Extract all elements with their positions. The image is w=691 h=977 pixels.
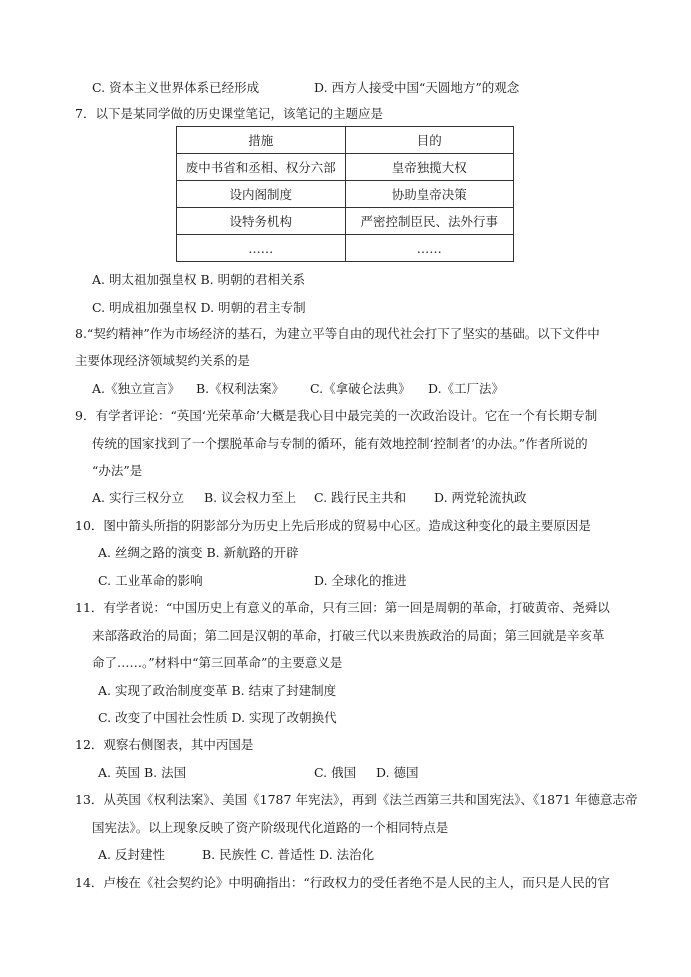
q13-option-bcd: B. 民族性 C. 普适性 D. 法治化 bbox=[202, 847, 375, 862]
q10-stem: 10．图中箭头所指的阴影部分为历史上先后形成的贸易中心区。造成这种变化的最主要原因是 bbox=[75, 518, 591, 533]
q8-option-c: C.《拿破仑法典》 bbox=[310, 381, 411, 396]
q11-stem-line3: 命了……。”材料中“第三回革命”的主要意义是 bbox=[92, 655, 343, 670]
table-cell: 设特务机构 bbox=[177, 208, 346, 235]
table-header-cell: 措施 bbox=[177, 127, 346, 154]
q8-option-a: A.《独立宣言》 bbox=[92, 381, 181, 396]
table-header-row bbox=[177, 127, 514, 154]
q12-option-c: C. 俄国 bbox=[314, 765, 357, 780]
q9-stem-line3: “办法”是 bbox=[92, 463, 143, 478]
q10-option-d: D. 全球化的推进 bbox=[314, 573, 407, 588]
q13-stem-line1: 13．从英国《权利法案》、美国《1787 年宪法》，再到《法兰西第三共和国宪法》、《1871 年德意志帝 bbox=[75, 792, 638, 807]
table-cell: …… bbox=[345, 235, 514, 262]
q11-stem-line1: 11．有学者说：“中国历史上有意义的革命，只有三回：第一回是周朝的革命，打破黄帝、尧舜以 bbox=[75, 600, 610, 615]
q12-stem: 12．观察右侧图表，其中丙国是 bbox=[75, 737, 254, 752]
table-cell: 皇帝独揽大权 bbox=[345, 154, 514, 181]
q10-option-c: C. 工业革命的影响 bbox=[98, 573, 203, 588]
q7-notes-table bbox=[176, 126, 514, 262]
q13-option-a: A. 反封建性 bbox=[98, 847, 165, 862]
table-cell: 协助皇帝决策 bbox=[345, 181, 514, 208]
q6-option-d: D. 西方人接受中国“天圆地方”的观念 bbox=[314, 80, 520, 95]
q10-options-line1: A. 丝绸之路的演变 B. 新航路的开辟 bbox=[98, 545, 299, 560]
q7-options-line2: C. 明成祖加强皇权 D. 明朝的君主专制 bbox=[92, 300, 306, 315]
table-header-cell: 目的 bbox=[345, 127, 514, 154]
q12-option-d: D. 德国 bbox=[376, 765, 419, 780]
q8-option-b: B.《权利法案》 bbox=[196, 381, 285, 396]
q9-stem-line1: 9．有学者评论：“英国‘光荣革命’大概是我心目中最完美的一次政治设计。它在一个有长期专制 bbox=[75, 408, 598, 423]
q13-stem-line2: 国宪法》。以上现象反映了资产阶级现代化道路的一个相同特点是 bbox=[92, 820, 449, 835]
q9-option-d: D. 两党轮流执政 bbox=[434, 490, 527, 505]
q9-option-a: A. 实行三权分立 bbox=[92, 490, 184, 505]
q8-option-d: D.《工厂法》 bbox=[428, 381, 505, 396]
q12-option-ab: A. 英国 B. 法国 bbox=[98, 765, 187, 780]
q8-stem-line1: 8.“契约精神”作为市场经济的基石，为建立平等自由的现代社会打下了坚实的基础。以下文件中 bbox=[75, 326, 600, 341]
table-cell: 严密控制臣民、法外行事 bbox=[345, 208, 514, 235]
q11-options-line2: C. 改变了中国社会性质 D. 实现了改朝换代 bbox=[98, 710, 337, 725]
table-row bbox=[177, 235, 514, 262]
q11-options-line1: A. 实现了政治制度变革 B. 结束了封建制度 bbox=[98, 683, 337, 698]
table-cell: …… bbox=[177, 235, 346, 262]
q9-option-c: C. 践行民主共和 bbox=[314, 490, 407, 505]
table-cell: 设内阁制度 bbox=[177, 181, 346, 208]
q7-stem: 7．以下是某同学做的历史课堂笔记，该笔记的主题应是 bbox=[75, 106, 383, 121]
table-cell: 废中书省和丞相、权分六部 bbox=[177, 154, 346, 181]
table-row bbox=[177, 181, 514, 208]
q9-option-b: B. 议会权力至上 bbox=[204, 490, 297, 505]
table-row bbox=[177, 154, 514, 181]
table-row bbox=[177, 208, 514, 235]
q8-stem-line2: 主要体现经济领域契约关系的是 bbox=[75, 353, 251, 368]
q11-stem-line2: 来部落政治的局面；第二回是汉朝的革命，打破三代以来贵族政治的局面；第三回就是辛亥革 bbox=[92, 628, 605, 643]
q7-options-line1: A. 明太祖加强皇权 B. 明朝的君相关系 bbox=[92, 272, 306, 287]
q9-stem-line2: 传统的国家找到了一个摆脱革命与专制的循环，能有效地控制‘控制者’的办法。”作者所说的 bbox=[92, 436, 588, 451]
q6-option-c: C. 资本主义世界体系已经形成 bbox=[92, 80, 260, 95]
q14-stem-line1: 14．卢梭在《社会契约论》中明确指出：“行政权力的受任者绝不是人民的主人，而只是人民的官 bbox=[75, 875, 610, 890]
